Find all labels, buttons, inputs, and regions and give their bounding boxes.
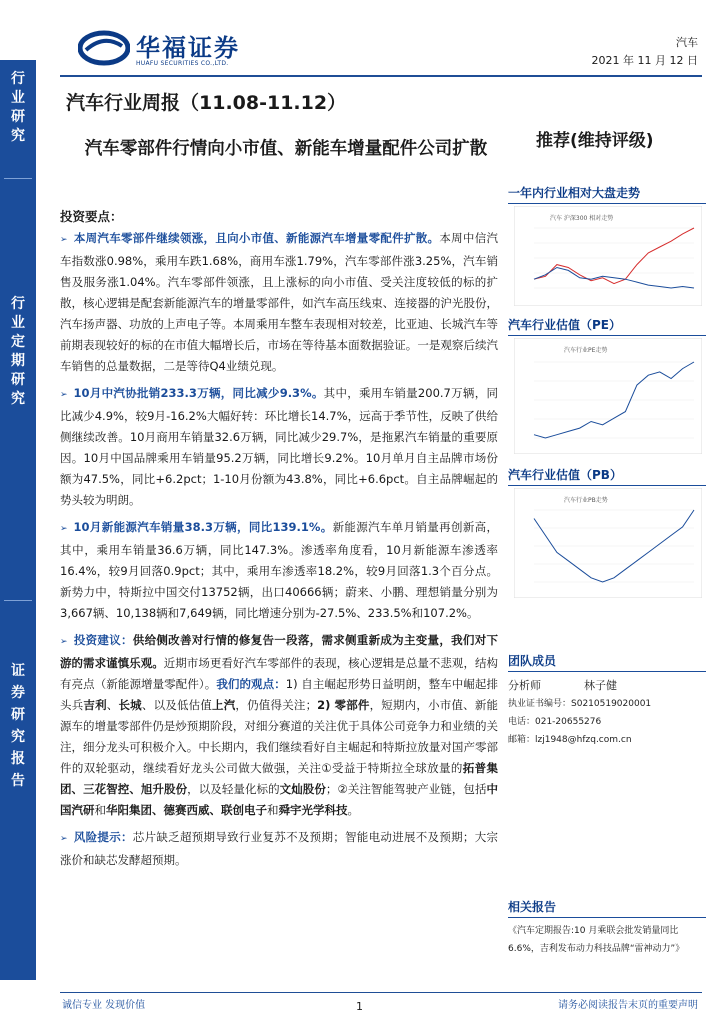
- related-report-link[interactable]: 《汽车定期报告:10 月乘联会批发销量同比 6.6%，吉利发布动力科技品牌“雷神动力”》: [508, 926, 685, 954]
- chart3-frame: [514, 488, 702, 598]
- paragraph-2: ➢ 10月中汽协批销233.3万辆，同比减少9.3%。其中，乘用车销量200.7万辆，同比减少4.9%，较9月-16.2%大幅好转：环比增长14.7%，远高于季节性，反映了供给侧继续改善。10月商用车销量32.6万辆，同比减少29.7%，是拖累汽车销量的重要原因。10月中国品牌乘用车销量95.2万辆，同比增长9.2%。10月单月自主品牌市场份额为47.5%，同比+6.2pct；1-10月份额为43.8%，同比+6.6pct。自主品牌崛起的势头较为明朗。: [60, 386, 498, 507]
- analyst-label: 分析师: [508, 679, 541, 692]
- arrow-bullet-icon: ➢: [60, 834, 68, 844]
- category-band: [0, 60, 36, 980]
- logo-swirl-icon: [78, 30, 130, 66]
- chart1-relative-trend: [514, 206, 702, 306]
- band-label-2: 行业定期研究: [11, 296, 25, 407]
- chart2-title: 汽车行业PE走势: [564, 347, 608, 354]
- page-number: 1: [356, 1000, 363, 1013]
- industry-label: 汽车: [676, 36, 698, 49]
- phone: 电话：021-20655276: [508, 717, 602, 727]
- arrow-bullet-icon: ➢: [60, 390, 68, 400]
- analyst-line: [508, 676, 617, 696]
- report-subtitle: 汽车零部件行情向小市值、新能车增量配件公司扩散: [84, 139, 488, 159]
- report-title: 汽车行业周报（11.08-11.12）: [66, 92, 347, 114]
- report-date: 2021 年 11 月 12 日: [591, 54, 698, 67]
- logo-name-en: HUAFU SECURITIES CO.,LTD.: [136, 60, 229, 67]
- band-separator: [4, 178, 32, 179]
- analyst-name: 林子健: [584, 679, 617, 692]
- section-heading: 投资要点：: [60, 209, 123, 224]
- company-logo: [78, 26, 258, 74]
- license-number: 执业证书编号：S0210519020001: [508, 699, 652, 709]
- arrow-bullet-icon: ➢: [60, 637, 68, 647]
- paragraph-5: ➢ 风险提示：芯片缺乏超预期导致行业复苏不及预期；智能电动进展不及预期；大宗涨价和缺芯发酵超预期。: [60, 830, 499, 867]
- chart3-pb-trend: [514, 488, 702, 598]
- chart1-heading: 一年内行业相对大盘走势: [508, 184, 706, 204]
- chart2-heading: 汽车行业估值（PE）: [508, 316, 706, 336]
- arrow-bullet-icon: ➢: [60, 524, 68, 534]
- footer-disclaimer: 请务必阅读报告末页的重要声明: [558, 1000, 698, 1011]
- chart1-title: 汽车 沪深300 相对走势: [550, 215, 614, 222]
- paragraph-4: ➢ 投资建议：供给侧改善对行情的修复告一段落，需求侧重新成为主变量，我们对下游的需求谨慎乐观。近期市场更看好汽车零部件的表现，核心逻辑是总量不悲观，结构有亮点（新能源增量零配件）。我们的观点：1) 自主崛起形势日益明朗，整车中崛起排头兵吉利、长城、以及低估值上汽，仍值得关注；2) 零部件，短期内，小市值、新能源车的增量零部件仍是炒预期阶段，对细分赛道的关注优于具体公司竞争力和业绩的关注，细分龙头可积极介入。中长期内，我们继续看好自主崛起和特斯拉放量对国产零部件的双轮驱动，继续看好龙头公司做大做强，关注①受益于特斯拉全球放量的拓普集团、三花智控、旭升股份，以及轻量化标的文灿股份；②关注智能驾驶产业链，包括中国汽研和华阳集团、德赛西威、联创电子和舜宇光学科技。: [60, 633, 499, 817]
- related-heading: 相关报告: [508, 898, 706, 918]
- footer-slogan: 诚信专业 发现价值: [62, 1000, 146, 1011]
- paragraph-1: ➢ 本周汽车零部件继续领涨，且向小市值、新能源汽车增量零配件扩散。本周中信汽车指数涨0.98%，乘用车跌1.68%，商用车涨1.79%，汽车零部件涨3.25%，汽车销售及服务涨1.04%。汽车零部件领涨，且上涨标的向小市值、受关注度较低的标的扩散，核心逻辑是配套新能源汽车的增量零部件，如汽车高压线束、连接器的沪光股份，汽车扬声器、功放的上声电子等。本周乘用车整车表现相对较差，比亚迪、长城汽车等前期表现较好的标的在市值大幅增长后，市场在等待基本面数据验证。一是观察后续汽车销售的总量数据，二是等待Q4业绩兑现。: [60, 231, 499, 373]
- band-label-3: 证券研究报告: [11, 663, 25, 789]
- band-separator: [4, 600, 32, 601]
- investment-highlights: [60, 206, 498, 871]
- band-label-1: 行业研究: [11, 71, 25, 144]
- logo-name-cn: 华福证券: [136, 34, 240, 62]
- email[interactable]: 邮箱：lzj1948@hfzq.com.cn: [508, 735, 632, 745]
- chart3-title: 汽车行业PB走势: [564, 497, 608, 504]
- rating-label: 推荐(维持评级): [536, 131, 654, 151]
- footer-divider: [60, 992, 702, 993]
- chart2-pe-trend: [514, 338, 702, 454]
- team-heading: 团队成员: [508, 652, 706, 672]
- arrow-bullet-icon: ➢: [60, 235, 68, 245]
- header-divider: [60, 75, 702, 77]
- chart3-heading: 汽车行业估值（PB）: [508, 466, 706, 486]
- paragraph-3: ➢ 10月新能源汽车销量38.3万辆，同比139.1%。新能源汽车单月销量再创新高，其中，乘用车销量36.6万辆，同比147.3%。渗透率角度看，10月新能源车渗透率16.4%，较9月回落0.9pct；其中，乘用车渗透率18.2%，较9月回落1.3个百分点。新势力中，特斯拉中国交付13752辆，出口40666辆；蔚来、小鹏、理想销量分别为3,667辆、10,138辆和7,649辆，同比增速分别为-27.5%、233.5%和107.2%。: [60, 520, 499, 620]
